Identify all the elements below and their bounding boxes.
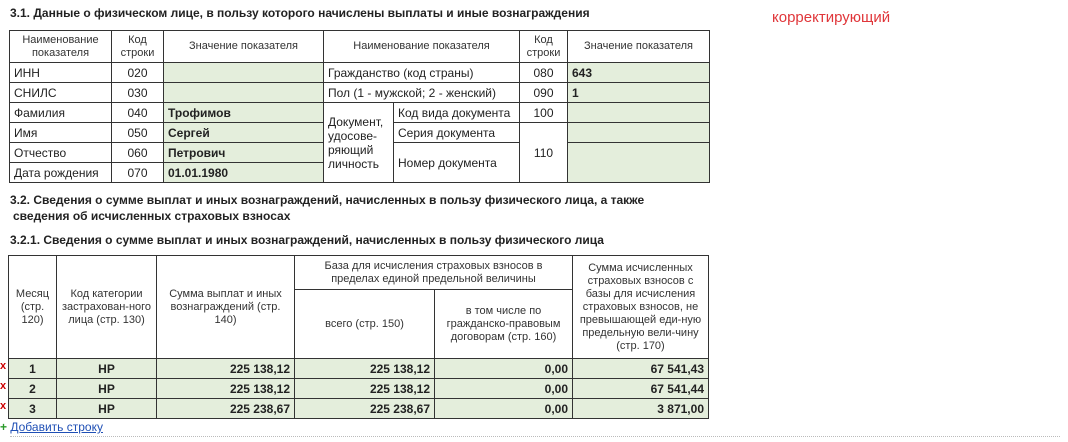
surname-label: Фамилия (10, 103, 112, 123)
header-category: Код категории застрахован-ного лица (стр. 130) (57, 256, 157, 359)
snils-label: СНИЛС (10, 83, 112, 103)
contrib-field[interactable]: 67 541,44 (573, 379, 709, 399)
sum-field[interactable]: 225 138,12 (157, 379, 295, 399)
doc-type-field[interactable] (568, 103, 710, 123)
category-field[interactable]: НР (57, 379, 157, 399)
doc-number-code: 110 (520, 123, 568, 183)
category-field[interactable]: НР (57, 399, 157, 419)
inn-label: ИНН (10, 63, 112, 83)
header-value: Значение показателя (164, 31, 324, 63)
gender-field[interactable]: 1 (568, 83, 710, 103)
doc-type-label: Код вида документа (394, 103, 520, 123)
doc-type-code: 100 (520, 103, 568, 123)
doc-number-field[interactable] (568, 143, 710, 183)
section-3-1-title: 3.1. Данные о физическом лице, в пользу которого начислены выплаты и иные вознаграждения (10, 6, 590, 20)
sum-field[interactable]: 225 238,67 (157, 399, 295, 419)
corrective-label: корректирующий (772, 9, 891, 26)
birthdate-label: Дата рождения (10, 163, 112, 183)
contrib-field[interactable]: 3 871,00 (573, 399, 709, 419)
delete-row-icon[interactable]: x (0, 380, 7, 392)
snils-field[interactable] (164, 83, 324, 103)
header-sum: Сумма выплат и иных вознаграждений (стр. 140) (157, 256, 295, 359)
delete-row-icon[interactable]: x (0, 400, 7, 412)
header-contrib: Сумма исчисленных страховых взносов с базы для исчисления страховых взносов, не превышающей еди-ную предельную вели-чину (стр. 170) (573, 256, 709, 359)
surname-field[interactable]: Трофимов (164, 103, 324, 123)
header-code-2: Код строки (520, 31, 568, 63)
sum-field[interactable]: 225 138,12 (157, 359, 295, 379)
delete-row-icon[interactable]: x (0, 360, 7, 372)
header-total: всего (стр. 150) (295, 290, 435, 359)
personal-data-table (9, 30, 710, 183)
citizenship-code: 080 (520, 63, 568, 83)
surname-code: 040 (112, 103, 164, 123)
add-row-control[interactable] (0, 420, 103, 434)
total-field[interactable]: 225 138,12 (295, 359, 435, 379)
inn-code: 020 (112, 63, 164, 83)
divider (10, 436, 1060, 437)
payments-table (8, 255, 709, 419)
civil-field[interactable]: 0,00 (435, 379, 573, 399)
firstname-label: Имя (10, 123, 112, 143)
month-field[interactable]: 3 (9, 399, 57, 419)
inn-field[interactable] (164, 63, 324, 83)
total-field[interactable]: 225 138,12 (295, 379, 435, 399)
section-3-2-title-line1: 3.2. Сведения о сумме выплат и иных вознаграждений, начисленных в пользу физического лица, а также (10, 193, 645, 207)
firstname-code: 050 (112, 123, 164, 143)
section-3-2-title-line2: сведения об исчисленных страховых взносах (13, 209, 291, 223)
patronymic-code: 060 (112, 143, 164, 163)
header-base: База для исчисления страховых взносов в пределах единой предельной величины (295, 256, 573, 290)
snils-code: 030 (112, 83, 164, 103)
id-document-group-label: Документ, удосове-ряющий личность (324, 103, 394, 183)
civil-field[interactable]: 0,00 (435, 399, 573, 419)
total-field[interactable]: 225 238,67 (295, 399, 435, 419)
gender-code: 090 (520, 83, 568, 103)
gender-label: Пол (1 - мужской; 2 - женский) (324, 83, 520, 103)
citizenship-label: Гражданство (код страны) (324, 63, 520, 83)
header-month: Месяц (стр. 120) (9, 256, 57, 359)
section-3-2-1-title: 3.2.1. Сведения о сумме выплат и иных вознаграждений, начисленных в пользу физического лица (10, 233, 604, 247)
month-field[interactable]: 1 (9, 359, 57, 379)
patronymic-label: Отчество (10, 143, 112, 163)
header-value-2: Значение показателя (568, 31, 710, 63)
header-name: Наименование показателя (10, 31, 112, 63)
header-code: Код строки (112, 31, 164, 63)
table-row (9, 359, 709, 379)
firstname-field[interactable]: Сергей (164, 123, 324, 143)
civil-field[interactable]: 0,00 (435, 359, 573, 379)
citizenship-field[interactable]: 643 (568, 63, 710, 83)
header-name-2: Наименование показателя (324, 31, 520, 63)
doc-number-label: Номер документа (394, 143, 520, 183)
month-field[interactable]: 2 (9, 379, 57, 399)
table-row (9, 399, 709, 419)
table-row (9, 379, 709, 399)
birthdate-field[interactable]: 01.01.1980 (164, 163, 324, 183)
doc-series-label: Серия документа (394, 123, 520, 143)
doc-series-field[interactable] (568, 123, 710, 143)
contrib-field[interactable]: 67 541,43 (573, 359, 709, 379)
birthdate-code: 070 (112, 163, 164, 183)
add-row-link[interactable]: Добавить строку (10, 420, 103, 434)
category-field[interactable]: НР (57, 359, 157, 379)
patronymic-field[interactable]: Петрович (164, 143, 324, 163)
header-civil: в том числе по гражданско-правовым договорам (стр. 160) (435, 290, 573, 359)
plus-icon: + (0, 420, 8, 434)
